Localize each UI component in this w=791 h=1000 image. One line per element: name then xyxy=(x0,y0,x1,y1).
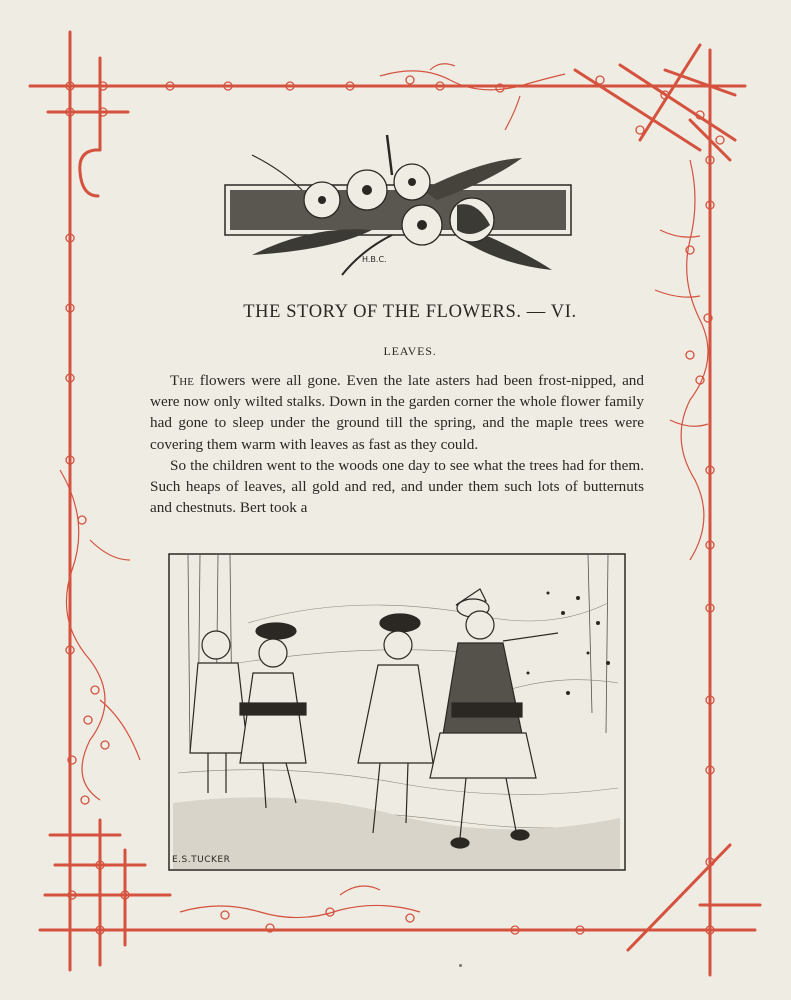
paragraph-2-text: the children went to the woods one day to see what the trees had for them. Such heaps of leaves, all gold and red, and under them such lots of butternuts and chestnuts. Bert took a xyxy=(150,456,644,517)
paragraph-1-text: flowers were all gone. Even the late asters had been frost-nipped, and were now only wilted stalks. Down in the garden corner the whole flower family had gone to sleep under the ground till the spring, and the maple trees were covering them warm with leaves as fast as they could. xyxy=(150,372,644,453)
paragraph-2-first-word: So xyxy=(170,456,187,474)
paragraph-1-first-word: The xyxy=(170,372,194,389)
children-in-leaves-illustration xyxy=(168,553,626,871)
illustrator-signature: E.S.TUCKER xyxy=(172,855,231,865)
paragraph-2 xyxy=(150,455,644,519)
flower-cluster-vignette-icon xyxy=(222,130,574,280)
body-text xyxy=(150,370,644,518)
page-dot xyxy=(459,964,462,967)
vignette-monogram: H.B.C. xyxy=(362,255,387,264)
chapter-subtitle: LEAVES. xyxy=(383,344,437,358)
paragraph-1 xyxy=(150,370,644,455)
chapter-title: THE STORY OF THE FLOWERS. — VI. xyxy=(243,302,577,322)
